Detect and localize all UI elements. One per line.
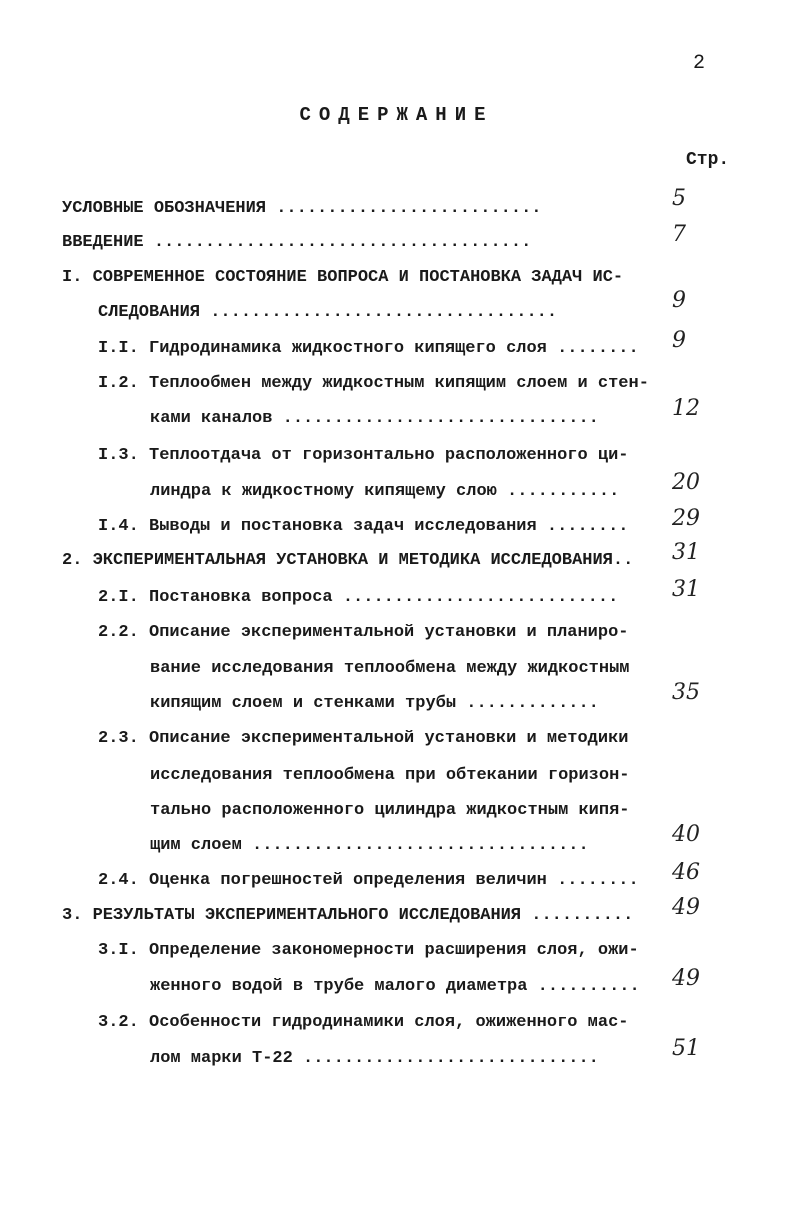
toc-page-3-1: 49: [672, 966, 700, 991]
toc-entry-1-3-line1: I.3. Теплоотдача от горизонтально расположенного ци-: [98, 446, 629, 465]
toc-page-ch2: 31: [672, 540, 700, 565]
toc-entry-2-3-line1: 2.3. Описание экспериментальной установки и методики: [98, 729, 629, 748]
toc-page-ch1: 9: [672, 288, 686, 313]
toc-entry-2-2-line2: вание исследования теплообмена между жидкостным: [150, 659, 630, 678]
toc-entry-ch2: 2. ЭКСПЕРИМЕНТАЛЬНАЯ УСТАНОВКА И МЕТОДИКА ИССЛЕДОВАНИЯ..: [62, 551, 634, 570]
toc-page-2-2: 35: [672, 680, 700, 705]
page-number: 2: [693, 52, 706, 75]
toc-entry-ch3: 3. РЕЗУЛЬТАТЫ ЭКСПЕРИМЕНТАЛЬНОГО ИССЛЕДОВАНИЯ ..........: [62, 906, 634, 925]
toc-entry-2-4: 2.4. Оценка погрешностей определения величин ........: [98, 871, 639, 890]
toc-page-2-4: 46: [672, 860, 700, 885]
toc-page-intro: 7: [672, 222, 686, 247]
toc-page-2-1: 31: [672, 577, 700, 602]
page-column-header: Стр.: [686, 150, 730, 170]
toc-entry-3-1-line2: женного водой в трубе малого диаметра ..........: [150, 977, 640, 996]
page-title: СОДЕРЖАНИЕ: [299, 104, 494, 126]
toc-entry-1-4: I.4. Выводы и постановка задач исследования ........: [98, 517, 629, 536]
toc-page-2-3: 40: [672, 822, 700, 847]
toc-entry-2-2-line1: 2.2. Описание экспериментальной установки и планиро-: [98, 623, 629, 642]
toc-entry-notation: УСЛОВНЫЕ ОБОЗНАЧЕНИЯ ..........................: [62, 199, 542, 218]
toc-page-ch3: 49: [672, 895, 700, 920]
toc-page-1-2: 12: [672, 396, 700, 421]
toc-entry-3-2-line1: 3.2. Особенности гидродинамики слоя, ожиженного мас-: [98, 1013, 629, 1032]
toc-entry-1-2-line2: ками каналов ...............................: [150, 409, 599, 428]
toc-page-1-4: 29: [672, 506, 700, 531]
toc-entry-2-3-line3: тально расположенного цилиндра жидкостным кипя-: [150, 801, 630, 820]
toc-entry-1-1: I.I. Гидродинамика жидкостного кипящего слоя ........: [98, 339, 639, 358]
toc-entry-3-2-line2: лом марки Т-22 .............................: [150, 1049, 599, 1068]
toc-page-notation: 5: [672, 186, 686, 211]
toc-entry-3-1-line1: 3.I. Определение закономерности расширения слоя, ожи-: [98, 941, 639, 960]
toc-entry-ch1-line1: I. СОВРЕМЕННОЕ СОСТОЯНИЕ ВОПРОСА И ПОСТАНОВКА ЗАДАЧ ИС-: [62, 268, 624, 287]
toc-entry-2-3-line2: исследования теплообмена при обтекании горизон-: [150, 766, 630, 785]
toc-entry-1-2-line1: I.2. Теплообмен между жидкостным кипящим слоем и стен-: [98, 374, 649, 393]
toc-entry-ch1-line2: СЛЕДОВАНИЯ ..................................: [98, 303, 558, 322]
toc-entry-2-2-line3: кипящим слоем и стенками трубы .............: [150, 694, 599, 713]
toc-entry-1-3-line2: линдра к жидкостному кипящему слою ...........: [150, 482, 620, 501]
toc-entry-2-3-line4: щим слоем .................................: [150, 836, 589, 855]
toc-entry-intro: ВВЕДЕНИЕ .....................................: [62, 233, 532, 252]
toc-page-3-2: 51: [672, 1036, 700, 1061]
toc-page-1-3: 20: [672, 470, 700, 495]
toc-entry-2-1: 2.I. Постановка вопроса ...........................: [98, 588, 619, 607]
toc-page-1-1: 9: [672, 328, 686, 353]
